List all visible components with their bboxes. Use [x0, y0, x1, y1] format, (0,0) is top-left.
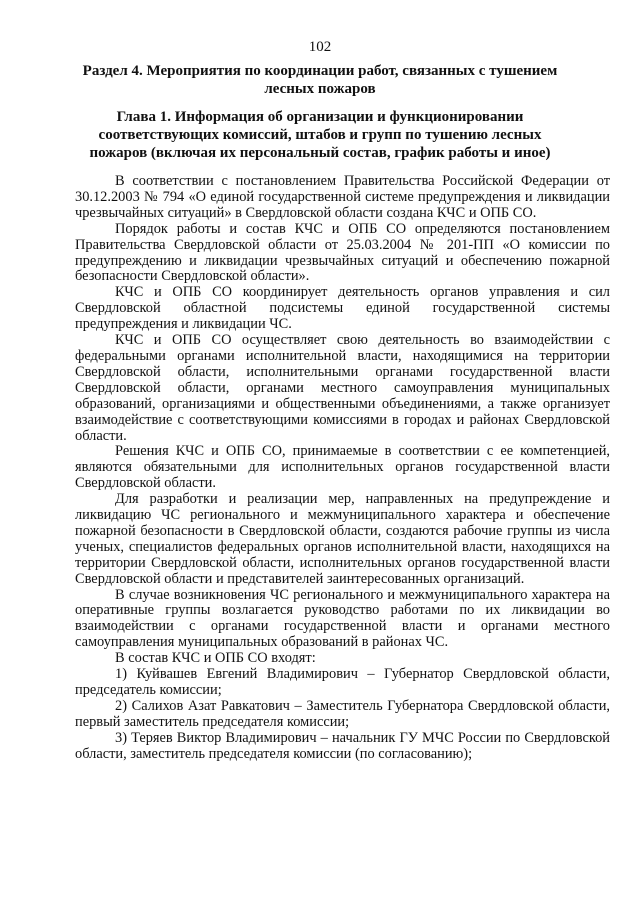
document-body: [75, 174, 610, 763]
paragraph: КЧС и ОПБ СО координирует деятельность органов управления и сил Свердловской областной подсистемы единой государственной системы предупреждения и ликвидации ЧС.: [75, 284, 610, 333]
page-number: 102: [308, 39, 332, 55]
paragraph: Решения КЧС и ОПБ СО, принимаемые в соответствии с ее компетенцией, являются обязательными для исполнительных органов государственной власти Свердловской области.: [75, 443, 610, 492]
list-item: 1) Куйвашев Евгений Владимирович – Губернатор Свердловской области, председатель комиссии;: [75, 666, 610, 698]
paragraph: Порядок работы и состав КЧС и ОПБ СО определяются постановлением Правительства Свердловской области от 25.03.2004 № 201-ПП «О комиссии по предупреждению и ликвидации чрезвычайных ситуаций и обеспечению пожарной безопасности Свердловской области».: [75, 220, 610, 285]
list-item: 2) Салихов Азат Равкатович – Заместитель Губернатора Свердловской области, первый заместитель председателя комиссии;: [75, 697, 610, 730]
list-item: 3) Теряев Виктор Владимирович – начальник ГУ МЧС России по Свердловской области, заместитель председателя комиссии (по согласованию);: [75, 729, 610, 762]
chapter-title: Глава 1. Информация об организации и функционировании соответствующих комиссий, штабов и групп по тушению лесных пожаров (включая их персональный состав, график работы и иное): [89, 109, 551, 161]
paragraph: В случае возникновения ЧС регионального и межмуниципального характера на оперативные группы возлагается руководство работами по их ликвидации во взаимодействии с органами государственной власти и органами местного самоуправления муниципальных образований в районах ЧС.: [75, 586, 610, 651]
section-title: Раздел 4. Мероприятия по координации работ, связанных с тушением лесных пожаров: [82, 63, 558, 97]
paragraph: Для разработки и реализации мер, направленных на предупреждение и ликвидацию ЧС регионального и межмуниципального характера и обеспечение пожарной безопасности в Свердловской области, создаются рабочие группы из числа ученых, специалистов федеральных органов исполнительной власти, находящихся на территории Свердловской области, исполнительных органов государственной власти Свердловской области и представителей заинтересованных организаций.: [75, 491, 610, 587]
paragraph: КЧС и ОПБ СО осуществляет свою деятельность во взаимодействии с федеральными органами исполнительной власти, находящимися на территории Свердловской области, исполнительными органами государственной власти Свердловской области, органами местного самоуправления муниципальных образований, организациями и общественными объединениями, а также организует взаимодействие с соответствующими комиссиями в городах и районах Свердловской области.: [75, 332, 610, 444]
paragraph: В состав КЧС и ОПБ СО входят:: [115, 650, 316, 667]
paragraph: В соответствии с постановлением Правительства Российской Федерации от 30.12.2003 № 794 «О единой государственной системе предупреждения и ликвидации чрезвычайных ситуаций» в Свердловской области создана КЧС и ОПБ СО.: [75, 173, 610, 221]
